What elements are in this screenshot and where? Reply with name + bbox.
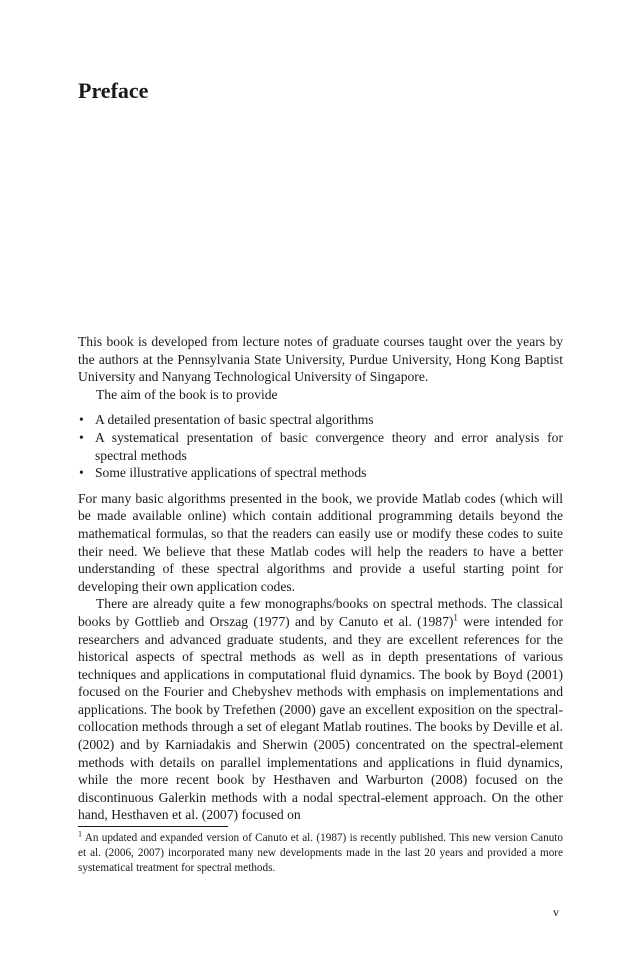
footnote-reference[interactable]: 1 [453, 612, 458, 623]
paragraph-literature [78, 595, 563, 824]
paragraph-matlab: For many basic algorithms presented in the book, we provide Matlab codes (which will be made available online) which contain additional programming details beyond the mathematical formulas, so that the readers can easily use or modify these codes to suite their need. We believe that these Matlab codes will help the readers to have a better understanding of these spectral algorithms and provide a useful starting point for developing their own application codes. [78, 490, 563, 594]
aims-list [78, 411, 563, 481]
footnote-text: An updated and expanded version of Canuto et al. (1987) is recently published. This new version Canuto et al. (2006, 2007) incorporated many new developments made in the last 20 years and provided a more systematical treatment for spectral methods. [78, 832, 563, 874]
list-item-text: A detailed presentation of basic spectral algorithms [95, 412, 374, 428]
footnote [78, 831, 563, 876]
bullet-icon: • [79, 412, 84, 428]
list-item [78, 429, 563, 464]
paragraph-aim: The aim of the book is to provide [96, 386, 278, 402]
bullet-icon: • [79, 429, 84, 445]
bullet-icon: • [79, 465, 84, 481]
paragraph-literature-part1: There are already quite a few monographs/books on spectral methods. The classical books by Gottlieb and Orszag (1977) and by Canuto et al. (1987) [78, 596, 563, 629]
list-item-text: A systematical presentation of basic convergence theory and error analysis for spectral methods [95, 429, 563, 463]
footnote-marker: 1 [78, 829, 82, 839]
footnote-divider [78, 826, 228, 827]
paragraph-intro: This book is developed from lecture notes of graduate courses taught over the years by the authors at the Pennsylvania State University, Purdue University, Hong Kong Baptist University and Nanyang Technological University of Singapore. [78, 334, 563, 385]
list-item [78, 411, 563, 429]
paragraph-literature-part2: were intended for researchers and advanced graduate students, and they are excellent references for the historical aspects of spectral methods as well as in depth presentations of various techniques and applications in computational fluid dynamics. The book by Boyd (2001) focused on the Fourier and Chebyshev methods with emphasis on implementations and applications. The book by Trefethen (2000) gave an excellent exposition on the spectral-collocation methods through a set of elegant Matlab routines. The books by Deville et al. (2002) and by Karniadakis and Sherwin (2005) concentrated on the spectral-element methods with details on parallel implementations and applications in fluid dynamics, while the more recent book by Hesthaven and Warburton (2008) focused on the discontinuous Galerkin methods with a nodal spectral-element approach. On the other hand, Hesthaven et al. (2007) focused on [78, 613, 563, 823]
list-item [78, 464, 563, 482]
list-item-text: Some illustrative applications of spectral methods [95, 465, 367, 481]
page-number: v [553, 905, 559, 919]
body-text [78, 333, 563, 824]
page-title: Preface [78, 78, 149, 103]
